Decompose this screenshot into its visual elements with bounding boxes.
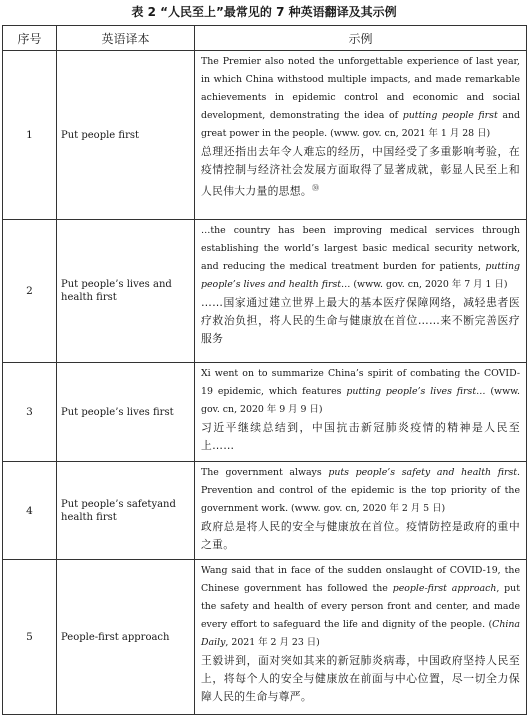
source-name: China Daily — [201, 619, 520, 648]
row-number: 5 — [3, 560, 57, 715]
row-number: 4 — [3, 462, 57, 560]
emphasis-text: putting people’s lives first… — [346, 386, 486, 397]
example-cell — [195, 363, 527, 462]
table-row — [3, 220, 527, 363]
emphasis-text: putting people first — [402, 110, 498, 121]
chinese-example: 王毅讲到，面对突如其来的新冠肺炎病毒，中国政府坚持人民至上，将每个人的安全与健康放在前面与中心位置，尽一切全力保障人民的生命与尊严。 — [201, 654, 520, 703]
emphasis-text: puts people’s safety and health first. — [328, 467, 521, 478]
header-no: 序号 — [3, 26, 57, 51]
translation-table — [2, 25, 527, 715]
chinese-example: 习近平继续总结到，中国抗击新冠肺炎疫情的精神是人民至上…… — [201, 421, 520, 452]
chinese-example: 总理还指出去年令人难忘的经历，中国经受了多重影响考验，在疫情控制与经济社会发展方面取得了显著成就，彰显人民至上和人民伟大力量的思想。$^㉚$ — [201, 145, 520, 198]
example-cell — [195, 51, 527, 220]
english-example: …the country has been improving medical services through establishing the world’s largest basic medical security network, and reducing the medical treatment burden for patients, putting people’s lives and health first… (www. gov. cn, 2020 年 7 月 1 日) — [201, 225, 520, 290]
table-title: 表 2 “人民至上”最常见的 7 种英语翻译及其示例 — [131, 5, 397, 19]
table-row — [3, 462, 527, 560]
example-cell — [195, 220, 527, 363]
row-number: 1 — [3, 51, 57, 220]
translation-cell: Put people first — [57, 51, 195, 220]
english-example: Wang said that in face of the sudden onslaught of COVID-19, the Chinese government has followed the people-first approach, put the safety and health of every person front and center, and made every effort to safeguard the life and dignity of the people. (China Daily, 2021 年 2 月 23 日) — [201, 565, 520, 648]
example-cell — [195, 462, 527, 560]
english-example: Xi went on to summarize China’s spirit of combating the COVID-19 epidemic, which features putting people’s lives first… (www. gov. cn, 2020 年 9 月 9 日) — [201, 368, 520, 415]
table-row — [3, 560, 527, 715]
emphasis-text: putting people’s lives and health first… — [201, 261, 520, 290]
translation-cell: Put people’s lives and health first — [57, 220, 195, 363]
english-example: The government always puts people’s safety and health first. Prevention and control of the epidemic is the top priority of the government work. (www. gov. cn, 2020 年 2 月 5 日) — [201, 467, 521, 514]
footnote-marker: ㉚ — [311, 184, 320, 192]
chinese-example: 政府总是将人民的安全与健康放在首位。疫情防控是政府的重中之重。 — [201, 520, 520, 551]
translation-cell: Put people’s lives first — [57, 363, 195, 462]
translation-cell: People-first approach — [57, 560, 195, 715]
table-row — [3, 51, 527, 220]
translation-cell: Put people’s safetyand health first — [57, 462, 195, 560]
example-cell — [195, 560, 527, 715]
row-number: 3 — [3, 363, 57, 462]
table-header-row — [3, 26, 527, 51]
row-number: 2 — [3, 220, 57, 363]
emphasis-text: people-first approach — [392, 583, 497, 594]
chinese-example: ……国家通过建立世界上最大的基本医疗保障网络，减轻患者医疗救治负担，将人民的生命与健康放在首位……来不断完善医疗服务 — [201, 296, 520, 345]
header-example: 示例 — [195, 26, 527, 51]
english-example: The Premier also noted the unforgettable experience of last year, in which China withstood multiple impacts, and made remarkable achievements in epidemic control and economic and social development, demonstrating the idea of putting people first and great power in the people. (www. gov. cn, 2021 年 1 月 28 日) — [201, 56, 521, 139]
table-row — [3, 363, 527, 462]
header-translation: 英语译本 — [57, 26, 195, 51]
